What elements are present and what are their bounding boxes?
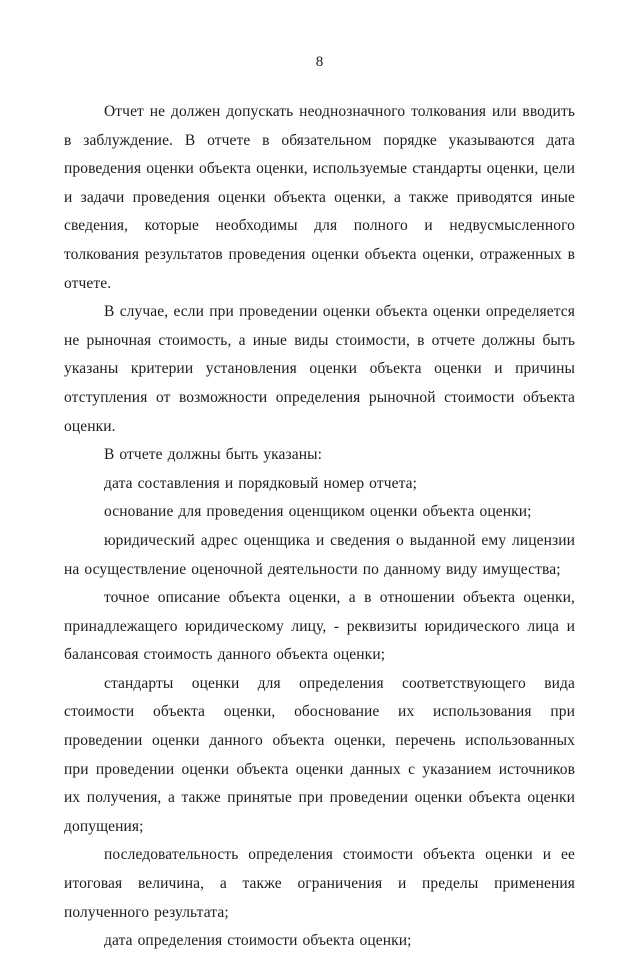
paragraph: юридический адрес оценщика и сведения о выданной ему лицензии на осуществление оценочной деятельности по данному виду имущества;	[64, 531, 575, 578]
paragraph: В случае, если при проведении оценки объекта оценки определяется не рыночная стоимость, а иные виды стоимости, в отчете должны быть указаны критерии установления оценки объекта оценки и причины отступления от возможности определения рыночной стоимости объекта оценки.	[64, 303, 575, 435]
paragraph: дата составления и порядковый номер отчета;	[104, 474, 418, 492]
paragraph: стандарты оценки для определения соответствующего вида стоимости объекта оценки, обоснование их использования при проведении оценки данного объекта оценки, перечень использованных при проведении оценки объекта оценки данных с указанием источников их получения, а также принятые при проведении оценки объекта оценки допущения;	[64, 674, 575, 835]
paragraph: последовательность определения стоимости объекта оценки и ее итоговая величина, а также ограничения и пределы применения полученного результата;	[64, 846, 575, 921]
paragraph: В отчете должны быть указаны:	[104, 446, 323, 464]
paragraph: основание для проведения оценщиком оценки объекта оценки;	[104, 503, 532, 521]
document-body	[64, 98, 575, 956]
paragraph: дата определения стоимости объекта оценки;	[104, 932, 412, 950]
paragraph: Отчет не должен допускать неоднозначного толкования или вводить в заблуждение. В отчете в обязательном порядке указываются дата проведения оценки объекта оценки, используемые стандарты оценки, цели и задачи проведения оценки объекта оценки, а также приводятся иные сведения, которые необходимы для полного и недвусмысленного толкования результатов проведения оценки объекта оценки, отраженных в отчете.	[64, 103, 575, 292]
page-number: 8	[315, 54, 324, 70]
paragraph: точное описание объекта оценки, а в отношении объекта оценки, принадлежащего юридическому лицу, - реквизиты юридического лица и балансовая стоимость данного объекта оценки;	[64, 589, 575, 664]
